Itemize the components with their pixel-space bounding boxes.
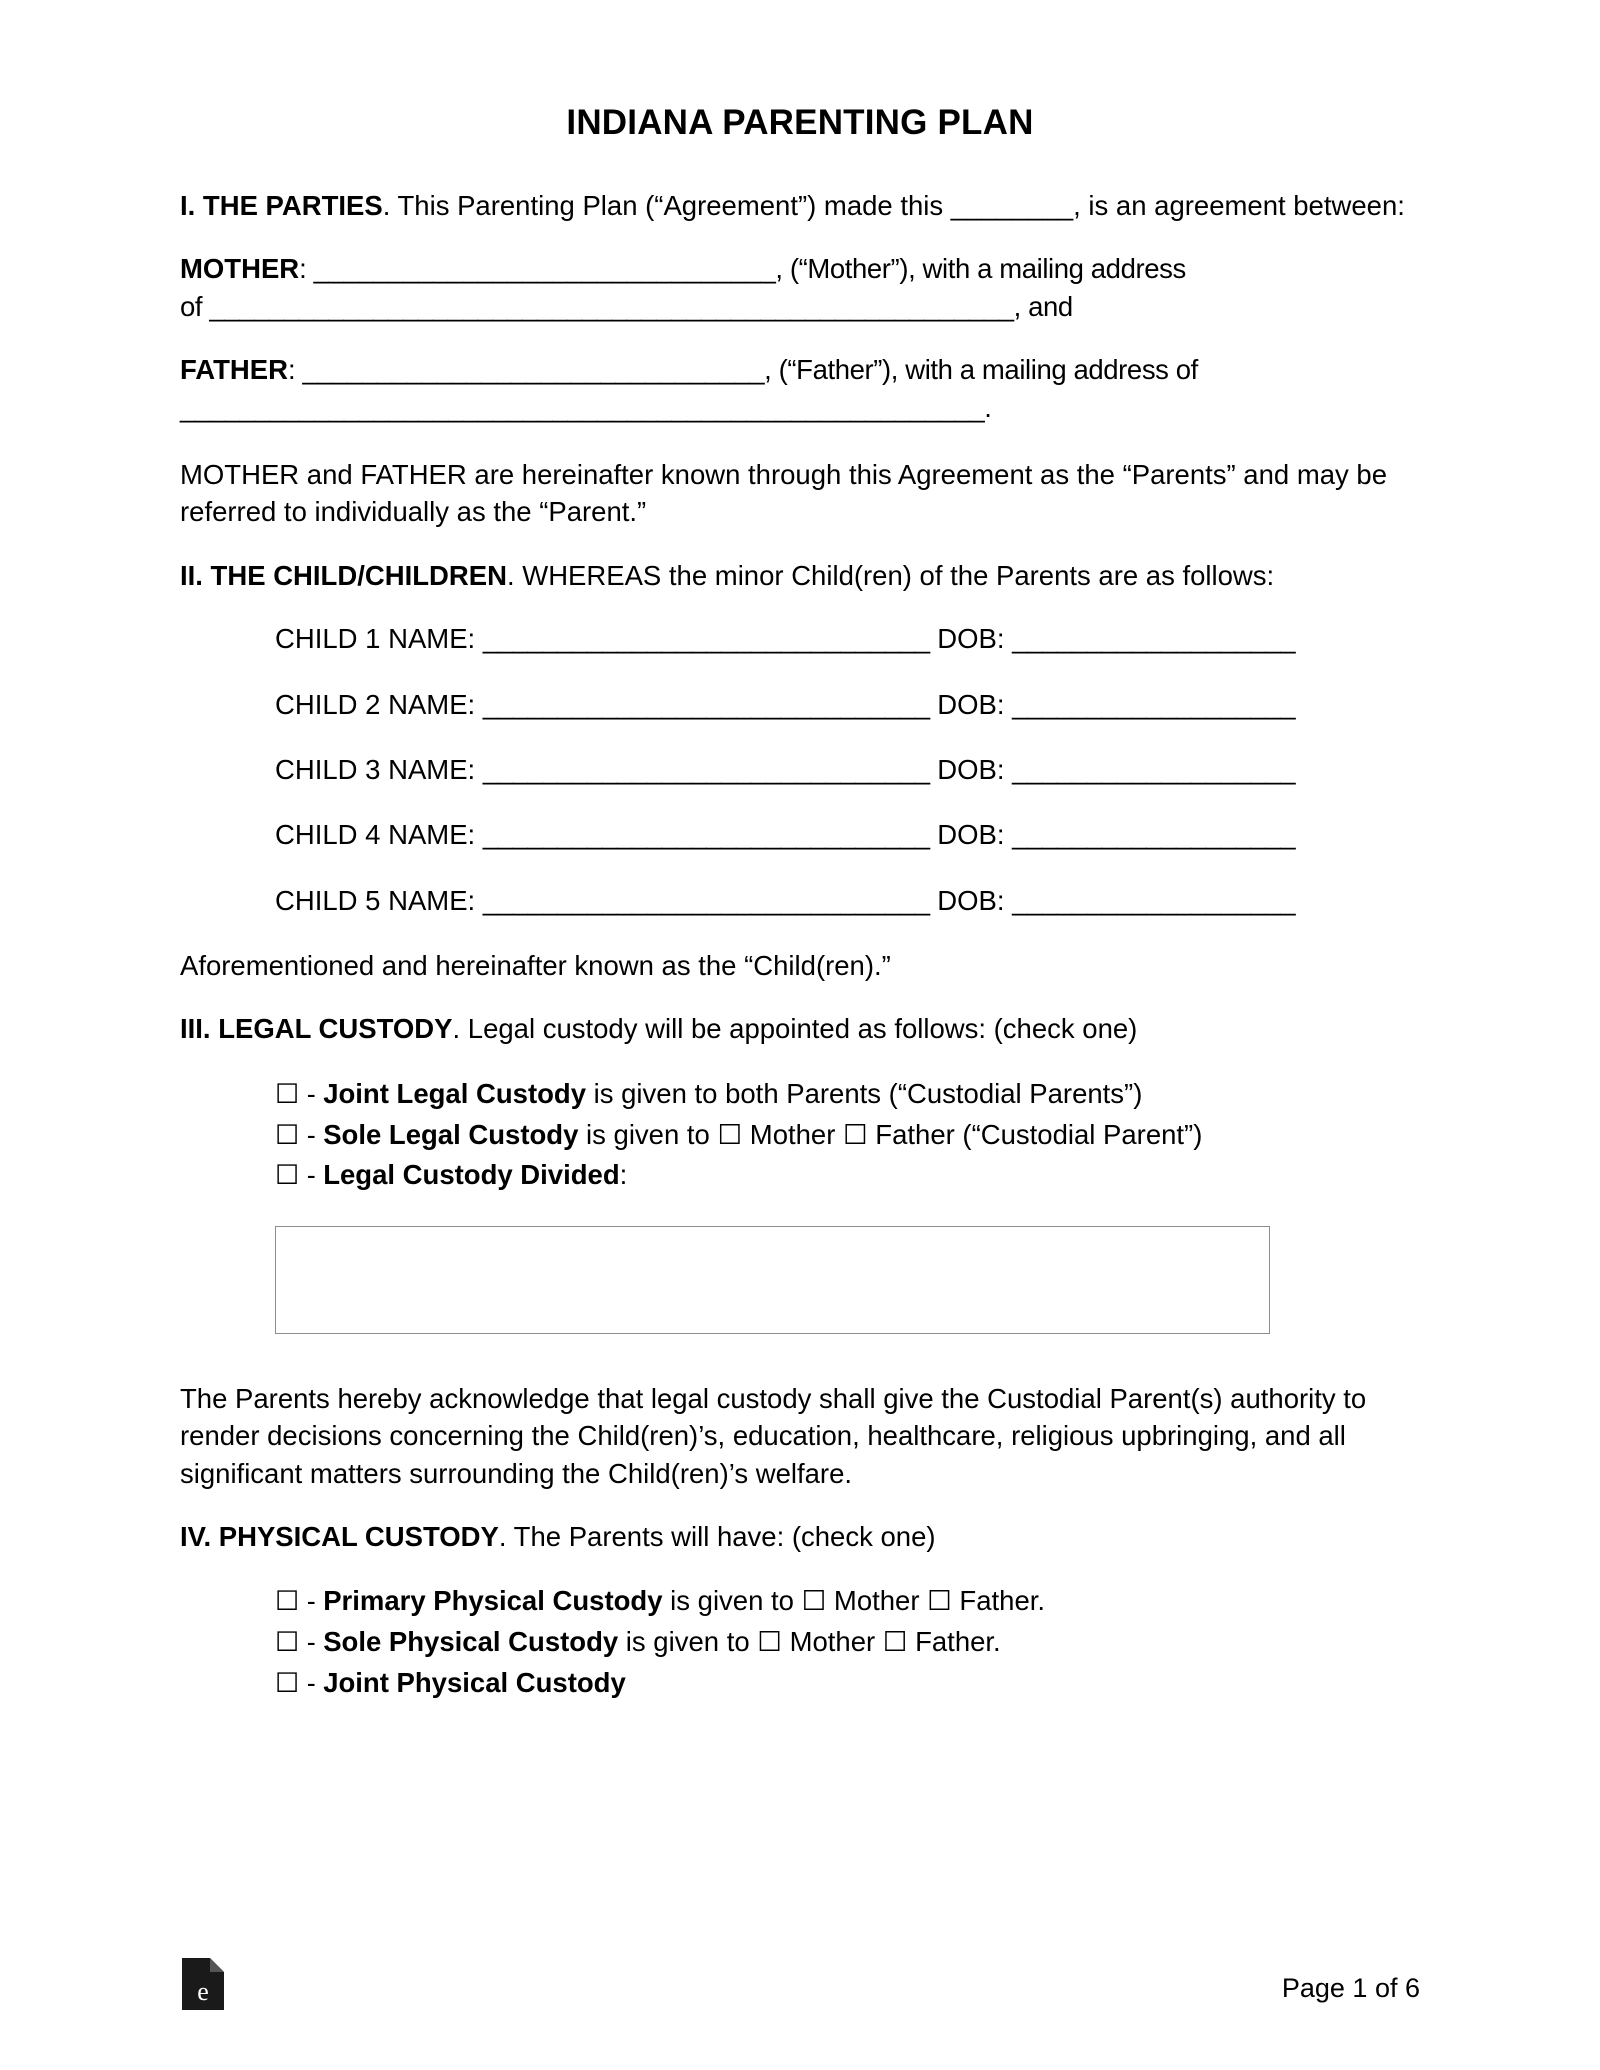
section-physical-custody-heading: IV. PHYSICAL CUSTODY bbox=[180, 1521, 499, 1553]
physical-custody-option-sole-text[interactable]: is given to ☐ Mother ☐ Father. bbox=[618, 1626, 1001, 1658]
child-name-blank: ______________________________ bbox=[482, 884, 930, 916]
child-dob-blank: ___________________ bbox=[1012, 623, 1296, 655]
child-name-label: CHILD 2 NAME: bbox=[275, 688, 476, 720]
physical-custody-option-joint[interactable] bbox=[275, 1663, 1420, 1704]
child-name-blank: ______________________________ bbox=[482, 819, 930, 851]
legal-custody-option-divided[interactable] bbox=[275, 1155, 1420, 1196]
child-row bbox=[275, 620, 1420, 657]
section-parties-heading: I. THE PARTIES bbox=[180, 190, 383, 221]
legal-custody-option-divided-label: Legal Custody Divided bbox=[323, 1159, 620, 1191]
legal-custody-option-sole[interactable] bbox=[275, 1115, 1420, 1156]
child-dob-blank: ___________________ bbox=[1012, 819, 1296, 851]
section-legal-custody-intro bbox=[180, 1010, 1420, 1047]
child-name-label: CHILD 3 NAME: bbox=[275, 753, 476, 785]
child-dob-label: DOB: bbox=[937, 884, 1005, 916]
child-dob-label: DOB: bbox=[937, 623, 1005, 655]
child-row bbox=[275, 686, 1420, 723]
father-name-blank: : _______________________________, (“Father”), with a mailing address of bbox=[287, 354, 1198, 386]
physical-custody-option-primary[interactable] bbox=[275, 1581, 1420, 1622]
legal-custody-option-divided-text: : bbox=[619, 1159, 628, 1191]
section-legal-custody-intro-text: . Legal custody will be appointed as follows: (check one) bbox=[452, 1013, 1138, 1045]
father-label: FATHER bbox=[180, 354, 288, 386]
child-dob-label: DOB: bbox=[937, 688, 1005, 720]
section-physical-custody-intro bbox=[180, 1518, 1420, 1555]
child-dob-label: DOB: bbox=[937, 819, 1005, 851]
child-name-label: CHILD 5 NAME: bbox=[275, 884, 476, 916]
child-row bbox=[275, 816, 1420, 853]
child-name-blank: ______________________________ bbox=[482, 688, 930, 720]
parties-closing: MOTHER and FATHER are hereinafter known through this Agreement as the “Parents” and may be referred to individually as the “Parent.” bbox=[180, 458, 1388, 528]
child-row bbox=[275, 751, 1420, 788]
mother-line bbox=[180, 250, 1420, 325]
legal-custody-divided-textbox[interactable] bbox=[275, 1226, 1270, 1334]
children-list bbox=[180, 620, 1420, 919]
section-physical-custody-intro-text: . The Parents will have: (check one) bbox=[498, 1521, 936, 1553]
mother-label: MOTHER bbox=[180, 253, 300, 285]
legal-custody-option-joint-label: Joint Legal Custody bbox=[323, 1077, 586, 1109]
legal-custody-option-joint[interactable] bbox=[275, 1074, 1420, 1115]
checkbox-icon[interactable]: ☐ - bbox=[275, 1586, 324, 1617]
child-name-label: CHILD 4 NAME: bbox=[275, 819, 476, 851]
physical-custody-option-sole[interactable] bbox=[275, 1622, 1420, 1663]
legal-custody-options bbox=[180, 1074, 1420, 1196]
page-title: INDIANA PARENTING PLAN bbox=[566, 103, 1034, 142]
father-block bbox=[180, 351, 1420, 426]
child-row bbox=[275, 882, 1420, 919]
legal-custody-option-joint-text: is given to both Parents (“Custodial Parents”) bbox=[586, 1077, 1143, 1109]
child-dob-blank: ___________________ bbox=[1012, 688, 1296, 720]
checkbox-icon[interactable]: ☐ - bbox=[275, 1078, 324, 1109]
father-line bbox=[180, 351, 1420, 426]
child-dob-blank: ___________________ bbox=[1012, 753, 1296, 785]
section-children-intro bbox=[180, 557, 1420, 594]
child-name-blank: ______________________________ bbox=[482, 623, 930, 655]
spacer bbox=[180, 1334, 1420, 1380]
checkbox-icon[interactable]: ☐ - bbox=[275, 1667, 324, 1698]
section-legal-custody-heading: III. LEGAL CUSTODY bbox=[180, 1013, 453, 1045]
father-address-blank: ______________________________________________________. bbox=[180, 391, 992, 423]
children-closing: Aforementioned and hereinafter known as the “Child(ren).” bbox=[180, 950, 891, 982]
checkbox-icon[interactable]: ☐ - bbox=[275, 1627, 324, 1658]
section-parties-intro bbox=[180, 187, 1420, 224]
physical-custody-option-primary-text[interactable]: is given to ☐ Mother ☐ Father. bbox=[662, 1585, 1046, 1617]
svg-text:e: e bbox=[197, 1977, 209, 2006]
physical-custody-options bbox=[180, 1581, 1420, 1703]
section-children-heading: II. THE CHILD/CHILDREN bbox=[180, 559, 507, 591]
page-footer bbox=[0, 1952, 1600, 2012]
child-dob-blank: ___________________ bbox=[1012, 884, 1296, 916]
mother-address-blank: of ______________________________________________________, and bbox=[180, 290, 1073, 322]
physical-custody-option-joint-label: Joint Physical Custody bbox=[323, 1666, 626, 1698]
physical-custody-option-primary-label: Primary Physical Custody bbox=[323, 1585, 663, 1617]
section-children-intro-text: . WHEREAS the minor Child(ren) of the Parents are as follows: bbox=[506, 559, 1275, 591]
page-number: Page 1 of 6 bbox=[1281, 1973, 1420, 2003]
legal-custody-option-sole-text[interactable]: is given to ☐ Mother ☐ Father (“Custodial Parent”) bbox=[578, 1118, 1203, 1150]
child-name-blank: ______________________________ bbox=[482, 753, 930, 785]
eforms-logo-icon bbox=[180, 1956, 226, 2012]
physical-custody-option-sole-label: Sole Physical Custody bbox=[323, 1626, 619, 1658]
legal-custody-acknowledgement: The Parents hereby acknowledge that legal custody shall give the Custodial Parent(s) authority to render decisions concerning the Child(ren)’s, education, healthcare, religious upbringing, and all significant matters surrounding the Child(ren)’s welfare. bbox=[180, 1382, 1367, 1489]
checkbox-icon[interactable]: ☐ - bbox=[275, 1160, 324, 1191]
child-dob-label: DOB: bbox=[937, 753, 1005, 785]
legal-custody-option-sole-label: Sole Legal Custody bbox=[323, 1118, 579, 1150]
child-name-label: CHILD 1 NAME: bbox=[275, 623, 476, 655]
mother-block bbox=[180, 250, 1420, 325]
section-parties-intro-text: . This Parenting Plan (“Agreement”) made this ________, is an agreement between: bbox=[382, 190, 1405, 221]
mother-name-blank: : _______________________________, (“Mother”), with a mailing address bbox=[299, 253, 1186, 285]
checkbox-icon[interactable]: ☐ - bbox=[275, 1119, 324, 1150]
